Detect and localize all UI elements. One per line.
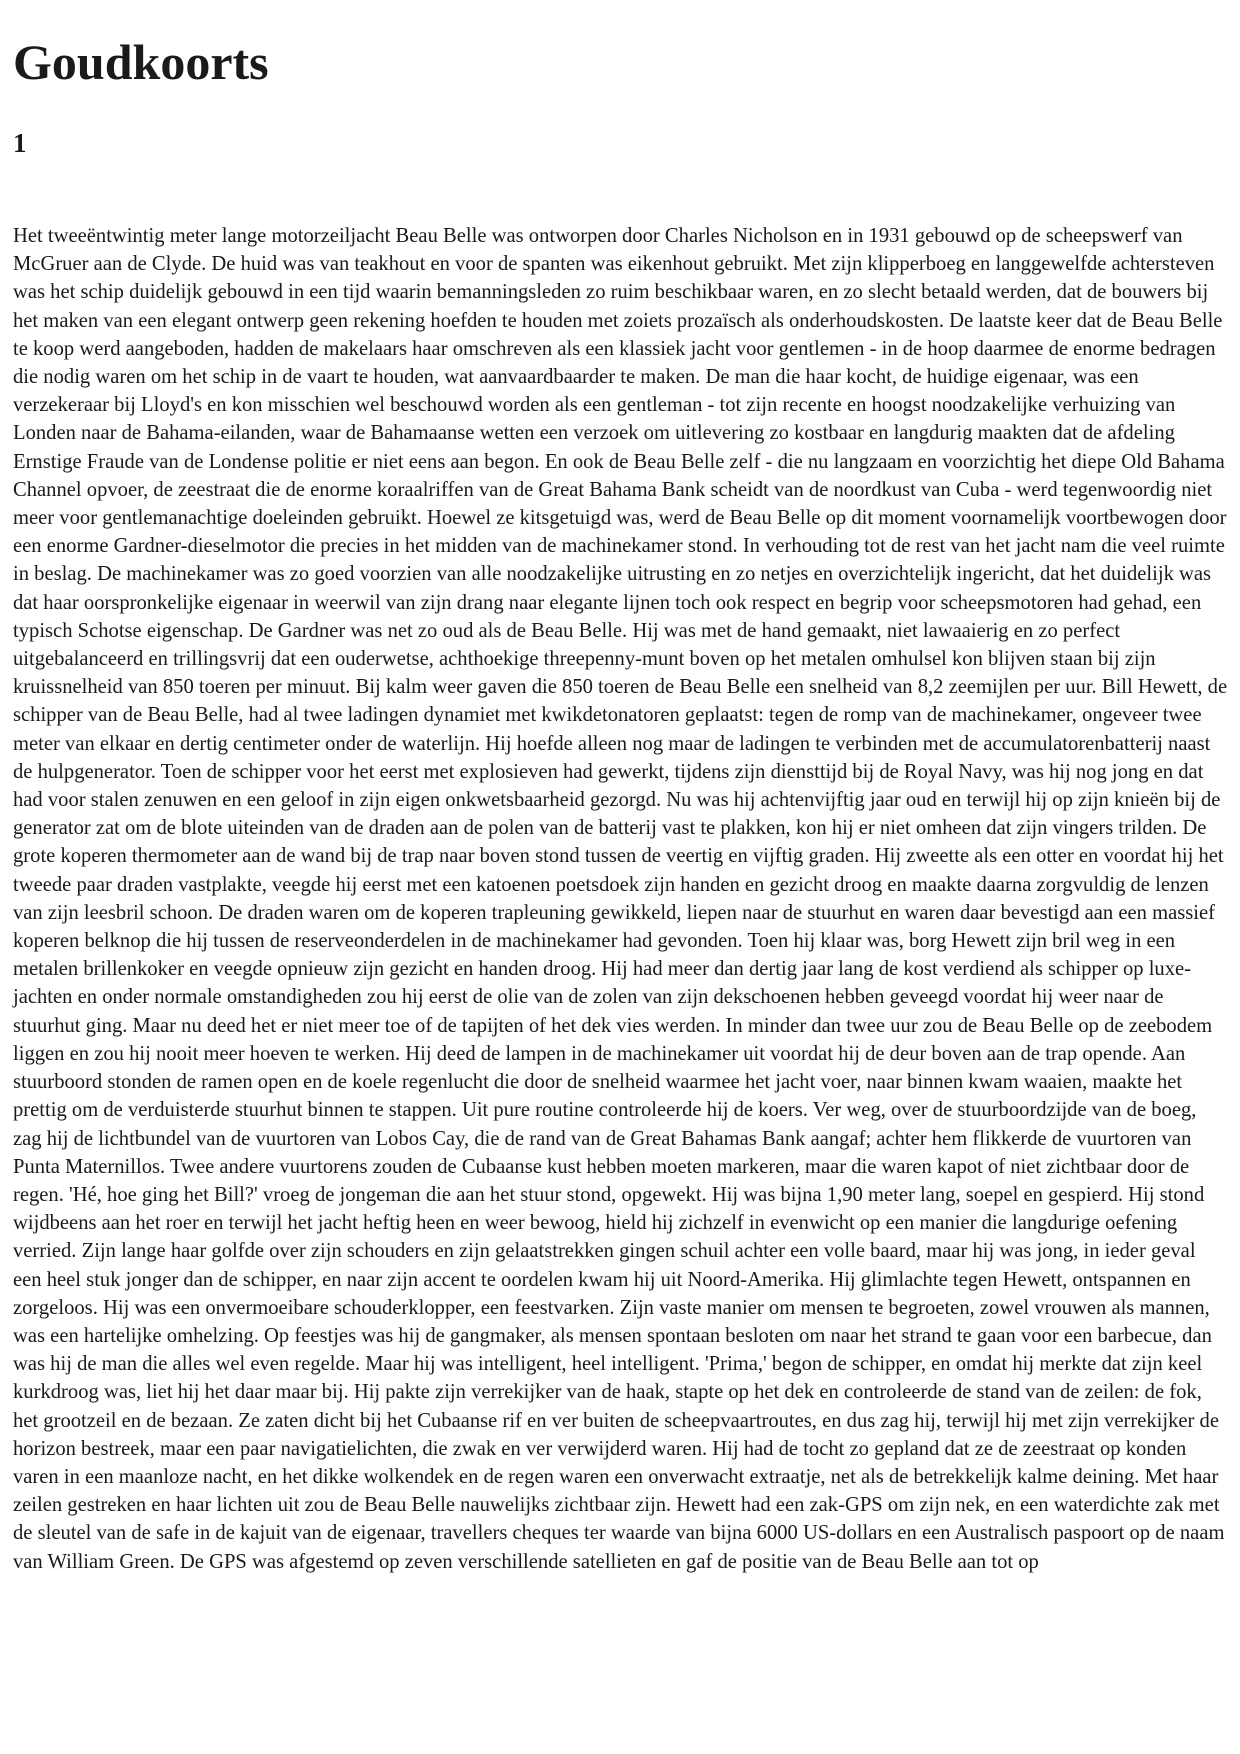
document-title: Goudkoorts — [13, 34, 269, 90]
chapter-number: 1 — [13, 128, 27, 158]
body-text: Het tweeëntwintig meter lange motorzeiljacht Beau Belle was ontworpen door Charles Nicholson en in 1931 gebouwd op de scheepswerf van McGruer aan de Clyde. De huid was van teakhout en voor de spanten was eikenhout gebruikt. Met zijn klipperboeg en langgewelfde achtersteven was het schip duidelijk gebouwd in een tijd waarin bemanningsleden zo ruim beschikbaar waren, en zo slecht betaald werden, dat de bouwers bij het maken van een elegant ontwerp geen rekening hoefden te houden met zoiets prozaïsch als onderhoudskosten. De laatste keer dat de Beau Belle te koop werd aangeboden, hadden de makelaars haar omschreven als een klassiek jacht voor gentlemen - in de hoop daarmee de enorme bedragen die nodig waren om het schip in de vaart te houden, wat aanvaardbaarder te maken. De man die haar kocht, de huidige eigenaar, was een verzekeraar bij Lloyd's en kon misschien wel beschouwd worden als een gentleman - tot zijn recente en hoogst noodzakelijke verhuizing van Londen naar de Bahama-eilanden, waar de Bahamaanse wetten een verzoek om uitlevering zo kostbaar en langdurig maakten dat de afdeling Ernstige Fraude van de Londense politie er niet eens aan begon. En ook de Beau Belle zelf - die nu langzaam en voorzichtig het diepe Old Bahama Channel opvoer, de zeestraat die de enorme koraalriffen van de Great Bahama Bank scheidt van de noordkust van Cuba - werd tegenwoordig niet meer voor gentlemanachtige doeleinden gebruikt. Hoewel ze kitsgetuigd was, werd de Beau Belle op dit moment voornamelijk voortbewogen door een enorme Gardner-dieselmotor die precies in het midden van de machinekamer stond. In verhouding tot de rest van het jacht nam die veel ruimte in beslag. De machinekamer was zo goed voorzien van alle noodzakelijke uitrusting en zo netjes en overzichtelijk ingericht, dat het duidelijk was dat haar oorspronkelijke eigenaar in weerwil van zijn drang naar elegante lijnen toch ook respect en begrip voor scheepsmotoren had gehad, een typisch Schotse eigenschap. De Gardner was net zo oud als de Beau Belle. Hij was met de hand gemaakt, niet lawaaierig en zo perfect uitgebalanceerd en trillingsvrij dat een ouderwetse, achthoekige threepenny-munt boven op het metalen omhulsel kon blijven staan bij zijn kruissnelheid van 850 toeren per minuut. Bij kalm weer gaven die 850 toeren de Beau Belle een snelheid van 8,2 zeemijlen per uur. Bill Hewett, de schipper van de Beau Belle, had al twee ladingen dynamiet met kwikdetonatoren geplaatst: tegen de romp van de machinekamer, ongeveer twee meter van elkaar en dertig centimeter onder de waterlijn. Hij hoefde alleen nog maar de ladingen te verbinden met de accumulatorenbatterij naast de hulpgenerator. Toen de schipper voor het eerst met explosieven had gewerkt, tijdens zijn diensttijd bij de Royal Navy, was hij nog jong en dat had voor stalen zenuwen en een geloof in zijn eigen onkwetsbaarheid gezorgd. Nu was hij achtenvijftig jaar oud en terwijl hij op zijn knieën bij de generator zat om de blote uiteinden van de draden aan de polen van de batterij vast te plakken, kon hij er niet omheen dat zijn vingers trilden. De grote koperen thermometer aan de wand bij de trap naar boven stond tussen de veertig en vijftig graden. Hij zweette als een otter en voordat hij het tweede paar draden vastplakte, veegde hij eerst met een katoenen poetsdoek zijn handen en gezicht droog en maakte daarna zorgvuldig de lenzen van zijn leesbril schoon. De draden waren om de koperen trapleuning gewikkeld, liepen naar de stuurhut en waren daar bevestigd aan een massief koperen belknop die hij tussen de reserveonderdelen in de machinekamer had gevonden. Toen hij klaar was, borg Hewett zijn bril weg in een metalen brillenkoker en veegde opnieuw zijn gezicht en handen droog. Hij had meer dan dertig jaar lang de kost verdiend als schipper op luxe- jachten en onder normale omstandigheden zou hij eerst de olie van de zolen van zijn dekschoenen hebben geveegd voordat hij weer naar de stuurhut ging. Maar nu deed het er niet meer toe of de tapijten of het dek vies werden. In minder dan twee uur zou de Beau Belle op de zeebodem liggen en zou hij nooit meer hoeven te werken. Hij deed de lampen in de machinekamer uit voordat hij de deur boven aan de trap opende. Aan stuurboord stonden de ramen open en de koele regenlucht die door de snelheid waarmee het jacht voer, naar binnen kwam waaien, maakte het prettig om de verduisterde stuurhut binnen te stappen. Uit pure routine controleerde hij de koers. Ver weg, over de stuurboordzijde van de boeg, zag hij de lichtbundel van de vuurtoren van Lobos Cay, die de rand van de Great Bahamas Bank aangaf; achter hem flikkerde de vuurtoren van Punta Maternillos. Twee andere vuurtorens zouden de Cubaanse kust hebben moeten markeren, maar die waren kapot of niet zichtbaar door de regen. 'Hé, hoe ging het Bill?' vroeg de jongeman die aan het stuur stond, opgewekt. Hij was bijna 1,90 meter lang, soepel en gespierd. Hij stond wijdbeens aan het roer en terwijl het jacht heftig heen en weer bewoog, hield hij zichzelf in evenwicht op een manier die langdurige oefening verried. Zijn lange haar golfde over zijn schouders en zijn gelaatstrekken gingen schuil achter een volle baard, maar hij was jong, in ieder geval een heel stuk jonger dan de schipper, en naar zijn accent te oordelen kwam hij uit Noord-Amerika. Hij glimlachte tegen Hewett, ontspannen en zorgeloos. Hij was een onvermoeibare schouderklopper, een feestvarken. Zijn vaste manier om mensen te begroeten, zowel vrouwen als mannen, was een hartelijke omhelzing. Op feestjes was hij de gangmaker, als mensen spontaan besloten om naar het strand te gaan voor een barbecue, dan was hij de man die alles wel even regelde. Maar hij was intelligent, heel intelligent. 'Prima,' begon de schipper, en omdat hij merkte dat zijn keel kurkdroog was, liet hij het daar maar bij. Hij pakte zijn verrekijker van de haak, stapte op het dek en controleerde de stand van de zeilen: de fok, het grootzeil en de bezaan. Ze zaten dicht bij het Cubaanse rif en ver buiten de scheepvaartroutes, en dus zag hij, terwijl hij met zijn verrekijker de horizon bestreek, maar een paar navigatielichten, die zwak en ver verwijderd waren. Hij had de tocht zo gepland dat ze de zeestraat op konden varen in een maanloze nacht, en het dikke wolkendek en de regen waren een onverwacht extraatje, net als de betrekkelijk kalme deining. Met haar zeilen gestreken en haar lichten uit zou de Beau Belle nauwelijks zichtbaar zijn. Hewett had een zak-GPS om zijn nek, en een waterdichte zak met de sleutel van de safe in de kajuit van de eigenaar, travellers cheques ter waarde van bijna 6000 US-dollars en een Australisch paspoort op de naam van William Green. De GPS was afgestemd op zeven verschillende satellieten en gaf de positie van de Beau Belle aan tot op — [13, 225, 1228, 1573]
